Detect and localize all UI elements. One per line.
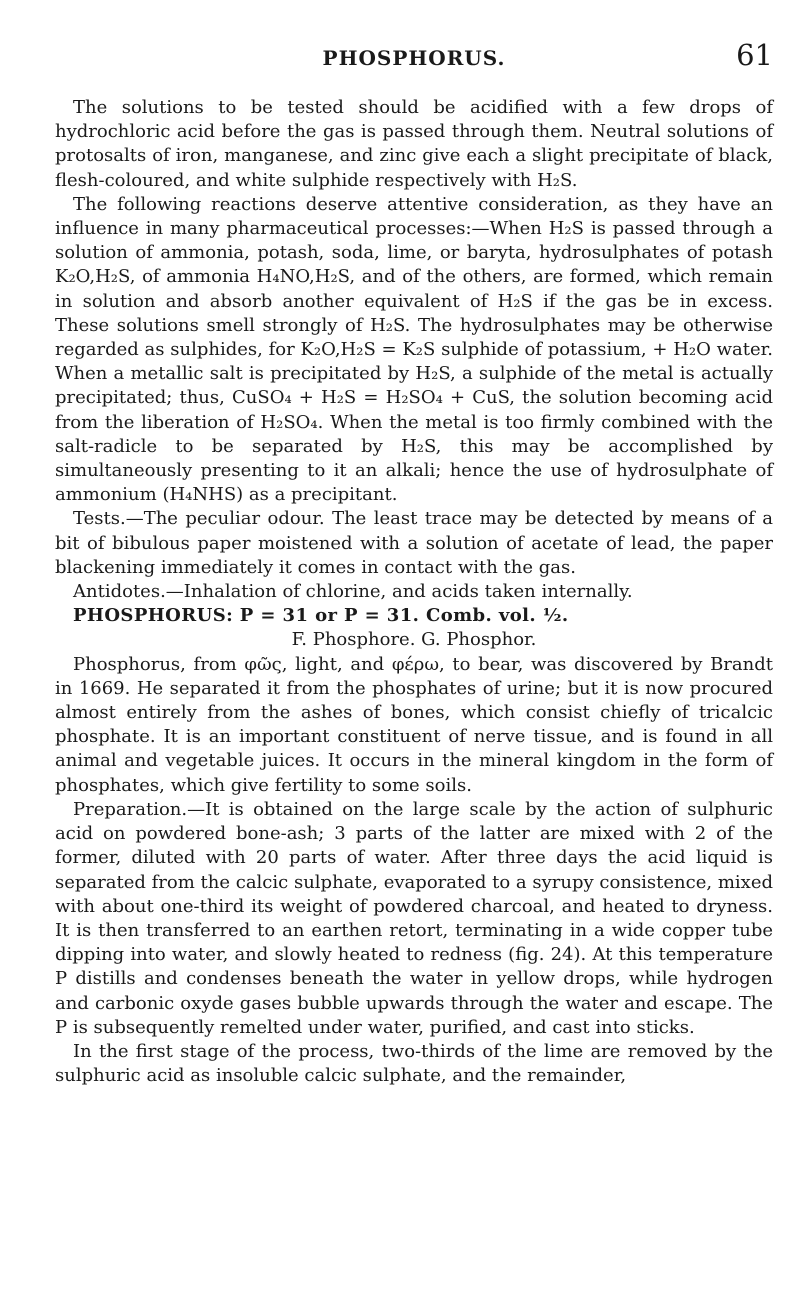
paragraph-reactions: The following reactions deserve attentive consideration, as they have an influence in many pharmaceutical processes:—When H₂S is passed through a solution of ammonia, potash, soda, lime, or baryta, hydrosulphates of potash K₂O,H₂S, of ammonia H₄NO,H₂S, and of the others, are formed, which remain in solution and absorb another equivalent of H₂S if the gas be in excess. These solutions smell strongly of H₂S. The hydrosulphates may be otherwise regarded as sulphides, for K₂O,H₂S = K₂S sulphide of potassium, + H₂O water. When a metallic salt is precipitated by H₂S, a sulphide of the metal is actually precipitated; thus, CuSO₄ + H₂S = H₂SO₄ + CuS, the solution becoming acid from the liberation of H₂SO₄. When the metal is too firmly combined with the salt-radicle to be separated by H₂S, this may be accomplished by simultaneously presenting to it an alkali; hence the use of hydrosulphate of ammonium (H₄NHS) as a precipitant.: [55, 193, 773, 506]
page-number: 61: [736, 38, 773, 72]
paragraph-antidotes: Antidotes.—Inhalation of chlorine, and acids taken internally.: [73, 581, 633, 603]
running-title: PHOSPHORUS.: [322, 46, 506, 70]
page-body: [55, 96, 773, 1088]
paragraph-first-stage: In the first stage of the process, two-thirds of the lime are removed by the sulphuric acid as insoluble calcic sulphate, and the remainder,: [55, 1040, 773, 1087]
section-heading-phosphorus: PHOSPHORUS: P = 31 or P = 31. Comb. vol. ½.: [73, 605, 569, 627]
paragraph-tests: Tests.—The peculiar odour. The least trace may be detected by means of a bit of bibulous paper moistened with a solution of acetate of lead, the paper blackening immediately it comes in contact with the gas.: [55, 508, 773, 578]
paragraph-solutions: The solutions to be tested should be acidified with a few drops of hydrochloric acid before the gas is passed through them. Neutral solutions of protosalts of iron, manganese, and zinc give each a slight precipitate of black, flesh-coloured, and white sulphide respectively with H₂S.: [55, 97, 773, 191]
paragraph-preparation: Preparation.—It is obtained on the large scale by the action of sulphuric acid on powdered bone-ash; 3 parts of the latter are mixed with 2 of the former, diluted with 20 parts of water. After three days the acid liquid is separated from the calcic sulphate, evaporated to a syrupy consistence, mixed with about one-third its weight of powdered charcoal, and heated to dryness. It is then transferred to an earthen retort, terminating in a wide copper tube dipping into water, and slowly heated to redness (fig. 24). At this temperature P distills and condenses beneath the water in yellow drops, while hydrogen and carbonic oxyde gases bubble upwards through the water and escape. The P is subsequently remelted under water, purified, and cast into sticks.: [55, 798, 773, 1038]
paragraph-phosphorus-intro: Phosphorus, from φῶς, light, and φέρω, to bear, was discovered by Brandt in 1669. He separated it from the phosphates of urine; but it is now procured almost entirely from the ashes of bones, which consist chiefly of tricalcic phosphate. It is an important constituent of nerve tissue, and is found in all animal and vegetable juices. It occurs in the mineral kingdom in the form of phosphates, which give fertility to some soils.: [55, 653, 773, 796]
page-header: [55, 38, 773, 76]
synonyms-line: F. Phosphore. G. Phosphor.: [291, 629, 537, 651]
